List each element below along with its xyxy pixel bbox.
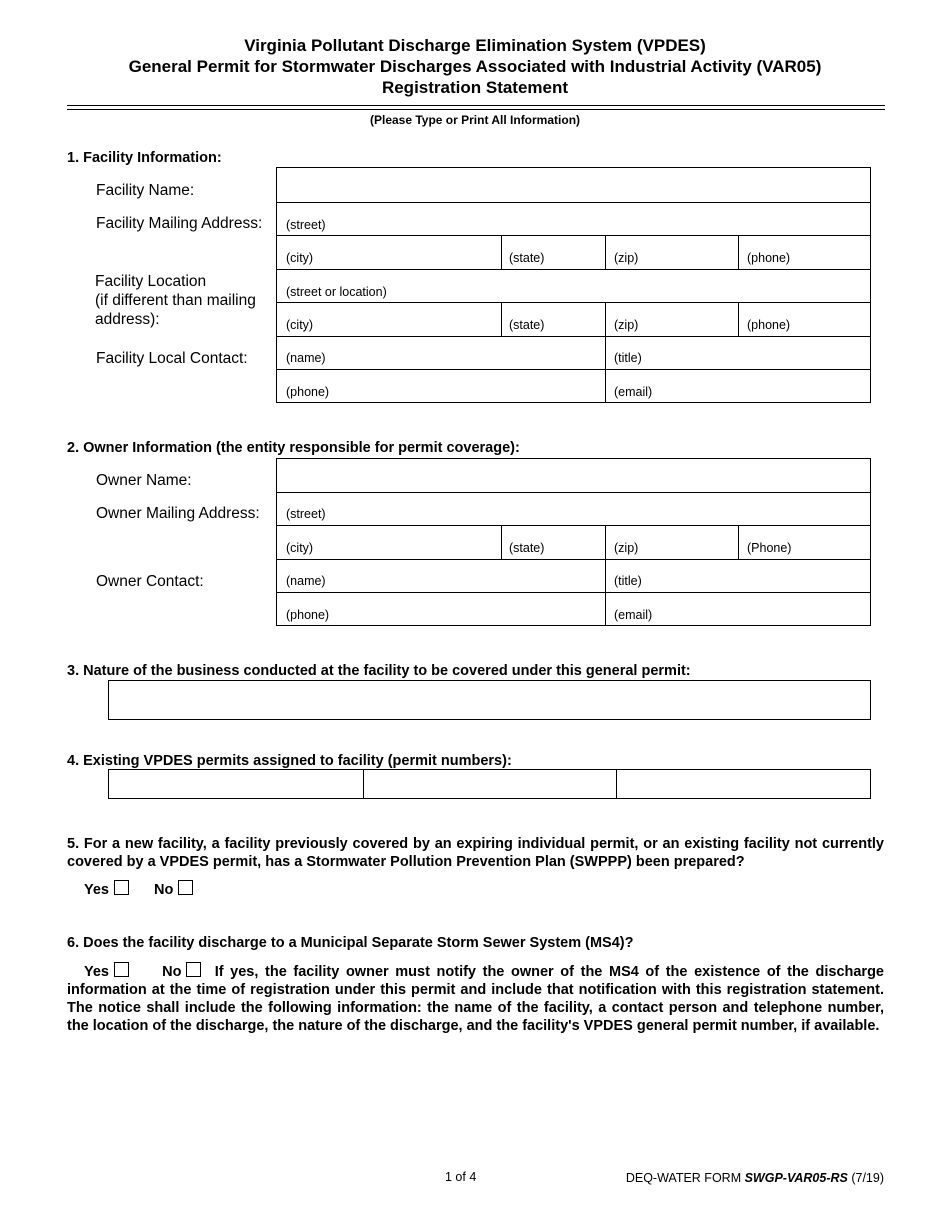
facility-location-label-3: address): <box>95 311 160 328</box>
title-line-2: General Permit for Stormwater Discharges Associated with Industrial Activity (VAR05) <box>128 57 822 76</box>
facility-name-label: Facility Name: <box>96 182 195 199</box>
facility-contact-email-field[interactable]: (email) <box>614 385 653 399</box>
facility-state-field[interactable]: (state) <box>509 251 545 265</box>
section1-heading: 1. Facility Information: <box>67 150 222 166</box>
permit-number-3-field[interactable] <box>617 770 870 798</box>
instruction-text: (Please Type or Print All Information) <box>369 113 581 127</box>
owner-info-table <box>276 458 871 626</box>
owner-name-field[interactable] <box>277 459 870 492</box>
section6-answer-block <box>67 962 884 1035</box>
owner-city-field[interactable]: (city) <box>286 541 314 555</box>
business-nature-field[interactable] <box>108 680 871 720</box>
owner-street-field[interactable]: (street) <box>286 507 326 521</box>
owner-contact-phone-field[interactable]: (phone) <box>286 608 330 622</box>
facility-location-city-field[interactable]: (city) <box>286 318 314 332</box>
facility-city-field[interactable]: (city) <box>286 251 314 265</box>
facility-location-zip-field[interactable]: (zip) <box>614 318 639 332</box>
permit-numbers-table <box>108 769 871 799</box>
form-identifier <box>626 1171 884 1185</box>
section4-heading: 4. Existing VPDES permits assigned to facility (permit numbers): <box>67 753 512 769</box>
owner-contact-label: Owner Contact: <box>96 573 204 590</box>
form-date: (7/19) <box>847 1171 884 1185</box>
section2-heading: 2. Owner Information (the entity responsible for permit coverage): <box>67 440 520 456</box>
section6-yes-checkbox[interactable] <box>114 962 129 977</box>
facility-zip-field[interactable]: (zip) <box>614 251 639 265</box>
facility-contact-title-field[interactable]: (title) <box>614 351 642 365</box>
facility-location-state-field[interactable]: (state) <box>509 318 545 332</box>
form-code: SWGP-VAR05-RS <box>744 1171 848 1185</box>
facility-location-phone-field[interactable]: (phone) <box>747 318 791 332</box>
section5-yes-checkbox[interactable] <box>114 880 129 895</box>
section3-heading: 3. Nature of the business conducted at the facility to be covered under this general permit: <box>67 663 691 679</box>
section5-no-checkbox[interactable] <box>178 880 193 895</box>
facility-street-field[interactable]: (street) <box>286 218 326 232</box>
facility-contact-name-field[interactable]: (name) <box>286 351 326 365</box>
facility-phone-field[interactable]: (phone) <box>747 251 791 265</box>
section5-question: 5. For a new facility, a facility previously covered by an expiring individual permit, or an existing facility not currently covered by a VPDES permit, has a Stormwater Pollution Prevention Plan (SWPPP) been prepared? <box>67 836 884 870</box>
permit-number-1-field[interactable] <box>109 770 363 798</box>
permit-number-2-field[interactable] <box>364 770 616 798</box>
section6-note: If yes, the facility owner must notify the owner of the MS4 of the existence of the discharge information at the time of registration under this permit and include that notification with this registration statement. The notice shall include the following information: the name of the facility, a contact person and telephone number, the location of the discharge, the nature of the discharge, and the facility's VPDES general permit number, if available. <box>67 964 884 1034</box>
section5-no-option[interactable] <box>154 880 193 898</box>
facility-location-label-1: Facility Location <box>95 273 207 290</box>
section6-no-label: No <box>162 964 182 980</box>
facility-location-label-2: (if different than mailing <box>95 292 256 309</box>
facility-mailing-address-label: Facility Mailing Address: <box>96 215 263 232</box>
section5-no-label: No <box>154 882 174 898</box>
facility-contact-phone-field[interactable]: (phone) <box>286 385 330 399</box>
owner-zip-field[interactable]: (zip) <box>614 541 639 555</box>
facility-location-street-field[interactable]: (street or location) <box>286 285 387 299</box>
form-prefix: DEQ-WATER FORM <box>625 1171 745 1185</box>
title-line-1: Virginia Pollutant Discharge Elimination System (VPDES) <box>244 36 706 55</box>
owner-state-field[interactable]: (state) <box>509 541 545 555</box>
owner-contact-email-field[interactable]: (email) <box>614 608 653 622</box>
facility-name-field[interactable] <box>277 168 870 202</box>
owner-mailing-address-label: Owner Mailing Address: <box>96 505 260 522</box>
page-number: 1 of 4 <box>445 1170 477 1184</box>
section5-yes-label: Yes <box>84 882 109 898</box>
owner-contact-name-field[interactable]: (name) <box>286 574 326 588</box>
section6-yes-label: Yes <box>84 964 109 980</box>
section6-no-checkbox[interactable] <box>186 962 201 977</box>
section6-question: 6. Does the facility discharge to a Municipal Separate Storm Sewer System (MS4)? <box>67 935 634 951</box>
header-rule-top <box>67 105 885 106</box>
facility-local-contact-label: Facility Local Contact: <box>96 350 248 367</box>
title-line-3: Registration Statement <box>381 78 569 97</box>
facility-info-table <box>276 167 871 403</box>
section5-yes-option[interactable] <box>84 880 129 898</box>
owner-contact-title-field[interactable]: (title) <box>614 574 642 588</box>
header-rule-bottom <box>67 109 885 110</box>
owner-phone-field[interactable]: (Phone) <box>747 541 792 555</box>
owner-name-label: Owner Name: <box>96 472 192 489</box>
